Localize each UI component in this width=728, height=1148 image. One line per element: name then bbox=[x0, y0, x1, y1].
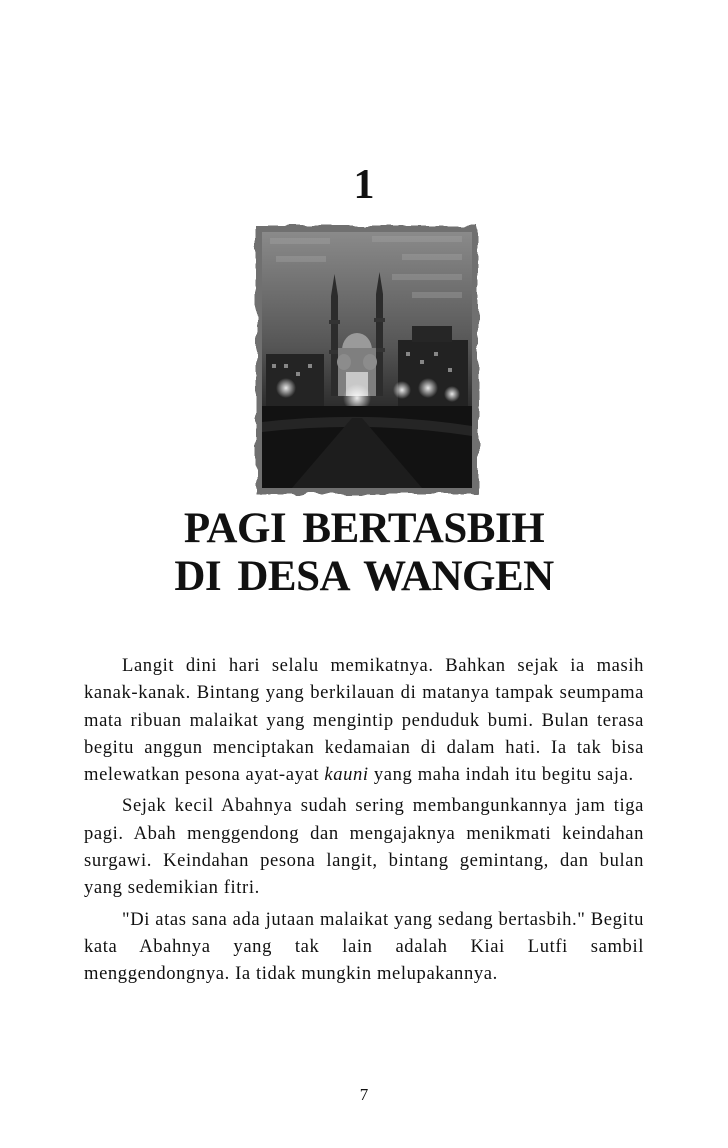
paragraph-2: Sejak kecil Abahnya sudah sering membangunkannya jam tiga pagi. Abah menggendong dan mengajaknya menikmati keindahan surgawi. Keindahan pesona langit, bintang gemintang, dan bulan yang sedemikian fitri. bbox=[84, 795, 644, 899]
chapter-title-line-2: DI DESA WANGEN bbox=[174, 553, 554, 600]
chapter-title bbox=[0, 505, 728, 601]
paragraph-1-end: yang maha indah itu begitu saja. bbox=[368, 764, 634, 786]
paragraph-1 bbox=[84, 652, 644, 788]
mosque-night-photo-icon bbox=[252, 222, 482, 498]
page-number: 7 bbox=[359, 1085, 369, 1104]
paragraph-1-text: Langit dini hari selalu memikatnya. Bahkan sejak ia masih kanak-kanak. Bintang yang berkilauan di matanya tampak seumpama mata ribuan malaikat yang mengintip penduduk bumi. Bulan terasa begitu anggun menciptakan kedamaian di dalam hati. Ia tak bisa melewatkan pesona ayat-ayat bbox=[84, 655, 644, 786]
italic-word: kauni bbox=[324, 764, 369, 786]
body-text bbox=[84, 652, 644, 988]
paragraph-3: "Di atas sana ada jutaan malaikat yang sedang bertasbih." Begitu kata Abahnya yang tak lain adalah Kiai Lutfi sambil menggendongnya. Ia tidak mungkin melupakannya. bbox=[84, 908, 644, 985]
chapter-title-line-1: PAGI BERTASBIH bbox=[183, 505, 545, 552]
chapter-number: 1 bbox=[353, 162, 375, 208]
